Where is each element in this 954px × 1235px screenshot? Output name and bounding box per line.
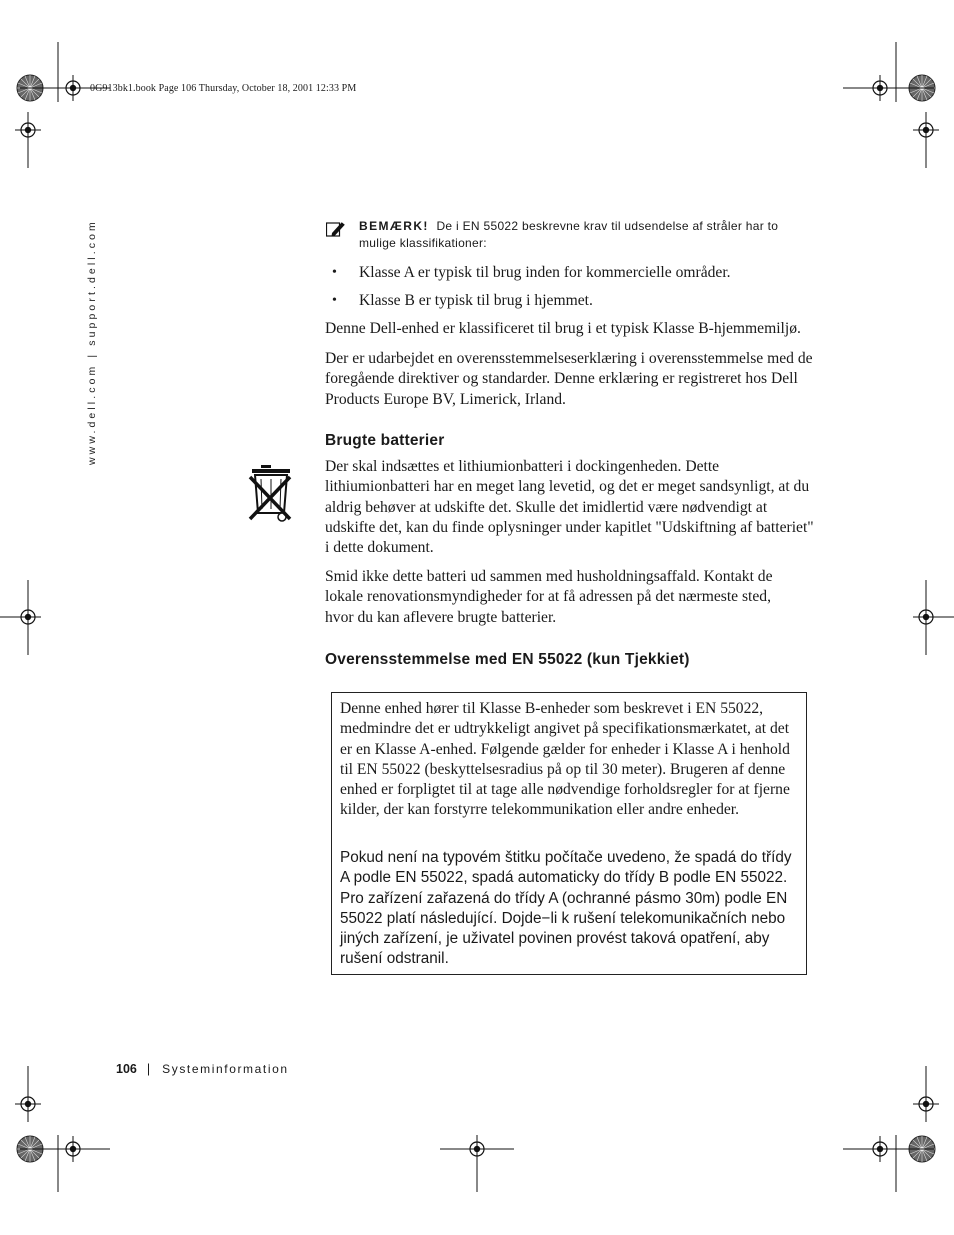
en55022-czech-text: Pokud není na typovém štitku počítače uvedeno, že spadá do třídy A podle EN 55022, spadá automaticky do třídy B podle EN 55022. Pro zařízení zařazená do třídy A (ochranné pásmo 30m) podle EN 55022 platí následující. Dojde−li k rušení telekomunikačních nebo jiných zařízení, je uživatel povinen provést taková opatření, aby rušení odstranil.	[340, 849, 792, 968]
batteries-paragraph-1: Der skal indsættes et lithiumionbatteri i dockingenheden. Dette lithiumionbatteri har en meget lang levetid, og det er meget sandsynligt, at du aldrig behøver at udskifte det. Skulle det imidlertid være nødvendigt at udskifte det, kan du finde oplysninger under kapitlet "Udskiftning af batteriet" i dette dokument.	[325, 458, 814, 557]
en55022-danish-text: Denne enhed hører til Klasse B-enheder som beskrevet i EN 55022, medmindre det er udtrykkeligt angivet på specifikationsmærkatet, at det er en Klasse A-enhed. Følgende gælder for enheder i Klasse A i henhold til EN 55022 (beskyttelsesradius på op til 30 meter). Brugeren af denne enhed er forpligtet til at tage alle nødvendige forholdsregler for at fjerne kilder, der kan forstyrre telekommunikation eller andre enheder.	[340, 700, 790, 819]
footer-title: Systeminformation	[162, 1062, 289, 1076]
declaration-paragraph: Der er udarbejdet en overensstemmelseserklæring i overensstemmelse med de foregående direktiver og standarder. Denne erklæring er registreret hos Dell Products Europe BV, Limerick, Irland.	[325, 350, 813, 408]
print-header-line: 0G913bk1.book Page 106 Thursday, October 18, 2001 12:33 PM	[90, 83, 357, 94]
classification-paragraph: Denne Dell-enhed er klassificeret til brug i et typisk Klasse B-hjemmemiljø.	[325, 320, 801, 337]
list-item: • Klasse B er typisk til brug i hjemmet.	[326, 291, 816, 311]
section-heading-en55022: Overensstemmelse med EN 55022 (kun Tjekkiet)	[325, 651, 690, 668]
note-block	[326, 218, 796, 252]
page-footer	[116, 1062, 289, 1076]
classification-list	[326, 263, 816, 311]
footer-separator: |	[146, 1062, 151, 1076]
pencil-note-icon	[326, 220, 346, 238]
crossed-out-wheelie-bin-icon	[247, 463, 295, 525]
note-body: De i EN 55022 beskrevne krav til udsendelse af stråler har to mulige klassifikationer:	[359, 219, 779, 250]
list-item: • Klasse A er typisk til brug inden for kommercielle områder.	[326, 263, 816, 283]
note-label: BEMÆRK!	[359, 219, 429, 233]
en55022-notice-box	[331, 692, 807, 975]
side-url-text: www.dell.com | support.dell.com	[86, 219, 98, 465]
batteries-paragraph-2: Smid ikke dette batteri ud sammen med husholdningsaffald. Kontakt de lokale renovationsmyndigheder for at få adressen på det nærmeste sted, hvor du kan aflevere brugte batterier.	[325, 568, 773, 626]
note-text	[359, 218, 796, 252]
page-number: 106	[116, 1062, 137, 1076]
section-heading-batteries: Brugte batterier	[325, 432, 445, 449]
